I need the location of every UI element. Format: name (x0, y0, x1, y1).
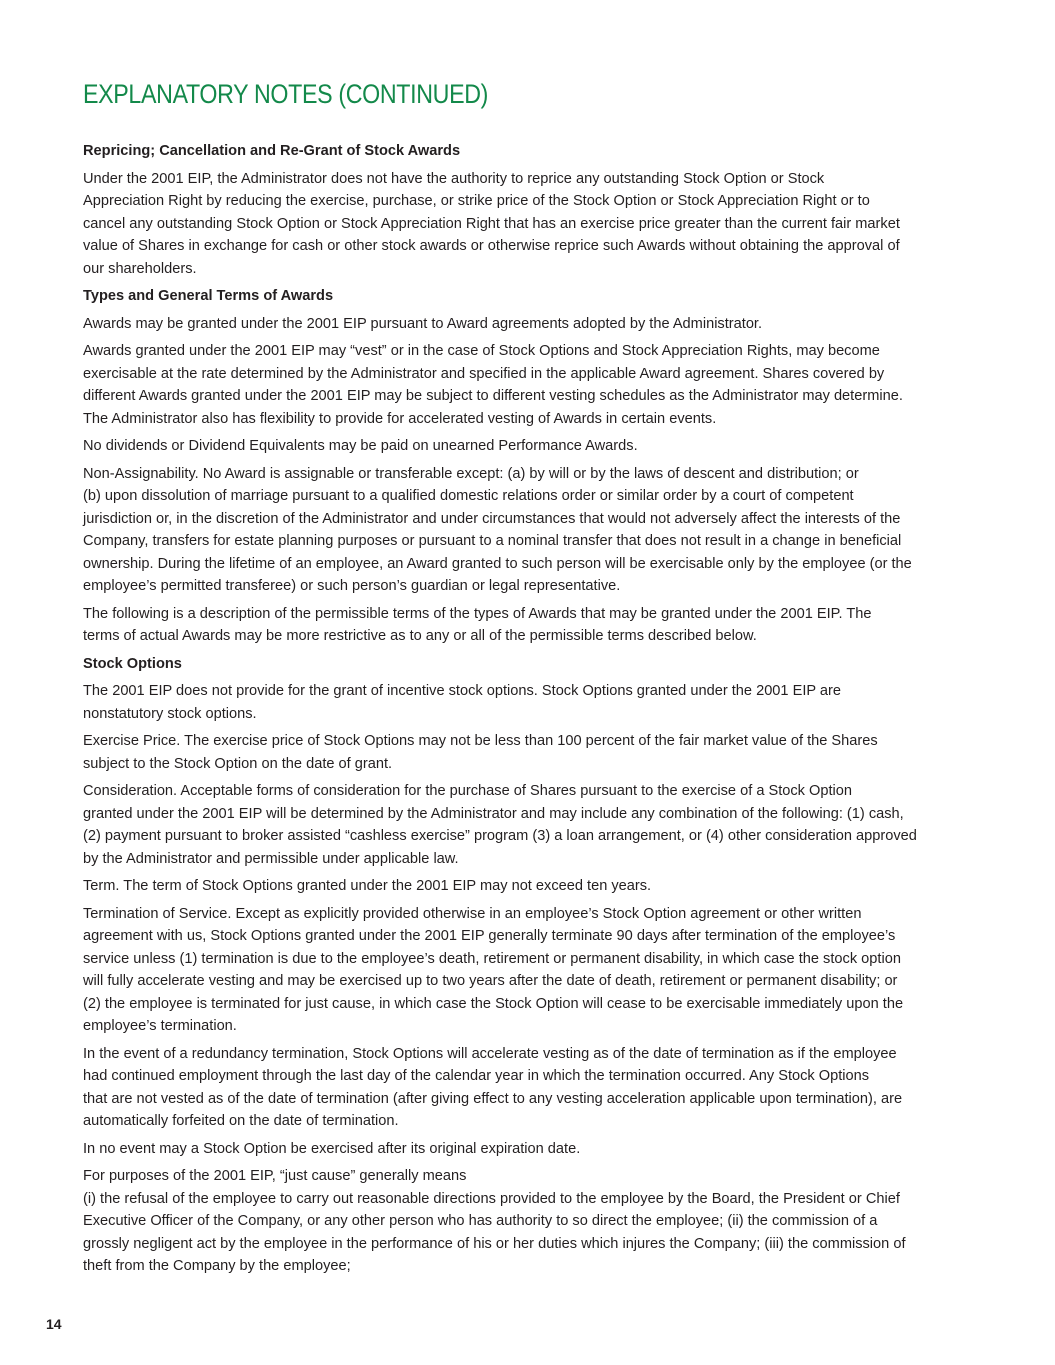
paragraph (83, 1138, 1003, 1161)
paragraph (83, 435, 1003, 458)
paragraph (83, 680, 1003, 725)
paragraph (83, 168, 1003, 281)
text-line: that are not vested as of the date of termination (after giving effect to any vesting acceleration applicable upon termination), are (83, 1090, 903, 1107)
text-line: For purposes of the 2001 EIP, “just cause” generally means (83, 1168, 467, 1184)
text-line: our shareholders. (83, 260, 197, 277)
paragraph (83, 1165, 1003, 1278)
text-line: No dividends or Dividend Equivalents may be paid on unearned Performance Awards. (83, 438, 638, 454)
section (83, 285, 1003, 648)
text-line: will fully accelerate vesting and may be exercised up to two years after the date of death, retirement or permanent disability; or (83, 973, 898, 989)
text-line: employee’s permitted transferee) or such person’s guardian or legal representative. (83, 578, 621, 594)
text-line: Awards may be granted under the 2001 EIP pursuant to Award agreements adopted by the Administrator. (83, 315, 763, 332)
paragraph (83, 730, 1003, 775)
text-line: Appreciation Right by reducing the exercise, purchase, or strike price of the Stock Option or Stock Appreciation Right or to (83, 193, 870, 209)
section (83, 653, 1003, 1278)
text-line: theft from the Company by the employee; (83, 1258, 351, 1274)
paragraph (83, 603, 1003, 648)
text-line: nonstatutory stock options. (83, 705, 257, 722)
text-line: service unless (1) termination is due to the employee’s death, retirement or permanent disability, in which case the stock option (83, 950, 901, 967)
text-line: terms of actual Awards may be more restrictive as to any or all of the permissible terms described below. (83, 628, 757, 644)
text-line: subject to the Stock Option on the date of grant. (83, 755, 393, 772)
text-line: Exercise Price. The exercise price of Stock Options may not be less than 100 percent of the fair market value of the Shares (83, 733, 878, 749)
text-line: (i) the refusal of the employee to carry out reasonable directions provided to the employee by the Board, the President or Chief (83, 1190, 900, 1207)
text-line: (2) the employee is terminated for just cause, in which case the Stock Option will cease to be exercisable immediately upon the (83, 995, 904, 1012)
text-line: In the event of a redundancy termination, Stock Options will accelerate vesting as of the date of termination as if the employee (83, 1045, 897, 1062)
section (83, 140, 1003, 280)
text-line: granted under the 2001 EIP will be determined by the Administrator and may include any combination of the following: (1) cash, (83, 805, 904, 822)
section-heading: Types and General Terms of Awards (83, 288, 334, 304)
text-line: Awards granted under the 2001 EIP may “vest” or in the case of Stock Options and Stock Appreciation Rights, may become (83, 343, 880, 359)
paragraph (83, 780, 1003, 870)
text-line: jurisdiction or, in the discretion of the Administrator and under circumstances that would not adversely affect the interests of the (83, 510, 901, 527)
text-line: automatically forfeited on the date of termination. (83, 1113, 399, 1129)
text-line: had continued employment through the last day of the calendar year in which the termination occurred. Any Stock Options (83, 1068, 870, 1084)
paragraph (83, 903, 1003, 1038)
text-line: The following is a description of the permissible terms of the types of Awards that may be granted under the 2001 EIP. The (83, 605, 872, 622)
paragraph (83, 875, 1003, 898)
text-line: Termination of Service. Except as explicitly provided otherwise in an employee’s Stock Option agreement or other written (83, 905, 862, 922)
document-body (83, 140, 1003, 1283)
text-line: Under the 2001 EIP, the Administrator does not have the authority to reprice any outstanding Stock Option or Stock (83, 170, 825, 187)
paragraph (83, 340, 1003, 430)
text-line: agreement with us, Stock Options granted under the 2001 EIP generally terminate 90 days after termination of the employee’s (83, 928, 896, 944)
text-line: employee’s termination. (83, 1018, 237, 1034)
paragraph (83, 463, 1003, 598)
text-line: grossly negligent act by the employee in the performance of his or her duties which injures the Company; (iii) the commission of (83, 1235, 906, 1252)
text-line: Non-Assignability. No Award is assignable or transferable except: (a) by will or by the laws of descent and distribution; or (83, 465, 859, 482)
text-line: value of Shares in exchange for cash or other stock awards or otherwise reprice such Awards without obtaining the approval of (83, 238, 900, 254)
text-line: Executive Officer of the Company, or any other person who has authority to so direct the employee; (ii) the commission of a (83, 1213, 878, 1229)
text-line: Consideration. Acceptable forms of consideration for the purchase of Shares pursuant to the exercise of a Stock Option (83, 783, 853, 799)
text-line: (b) upon dissolution of marriage pursuant to a qualified domestic relations order or similar order by a court of competent (83, 488, 854, 504)
text-line: cancel any outstanding Stock Option or Stock Appreciation Right that has an exercise price greater than the current fair market (83, 215, 900, 232)
section-heading: Repricing; Cancellation and Re-Grant of Stock Awards (83, 143, 461, 159)
text-line: exercisable at the rate determined by the Administrator and specified in the applicable Award agreement. Shares covered by (83, 365, 885, 382)
text-line: by the Administrator and permissible under applicable law. (83, 850, 459, 867)
text-line: different Awards granted under the 2001 EIP may be subject to different vesting schedules as the Administrator may determine. (83, 388, 903, 404)
text-line: (2) payment pursuant to broker assisted “cashless exercise” program (3) a loan arrangement, or (4) other consideration approved (83, 828, 917, 844)
paragraph (83, 1043, 1003, 1133)
text-line: The Administrator also has flexibility to provide for accelerated vesting of Awards in certain events. (83, 410, 717, 427)
page-title: EXPLANATORY NOTES (CONTINUED) (83, 79, 489, 109)
page-number: 14 (46, 1316, 62, 1332)
paragraph (83, 313, 1003, 336)
text-line: Term. The term of Stock Options granted under the 2001 EIP may not exceed ten years. (83, 878, 652, 894)
text-line: ownership. During the lifetime of an employee, an Award granted to such person will be exercisable only by the employee (or the (83, 555, 912, 572)
text-line: The 2001 EIP does not provide for the grant of incentive stock options. Stock Options granted under the 2001 EIP are (83, 683, 842, 699)
text-line: In no event may a Stock Option be exercised after its original expiration date. (83, 1140, 581, 1157)
text-line: Company, transfers for estate planning purposes or pursuant to a nominal transfer that does not result in a change in beneficial (83, 533, 902, 549)
section-heading: Stock Options (83, 655, 182, 672)
